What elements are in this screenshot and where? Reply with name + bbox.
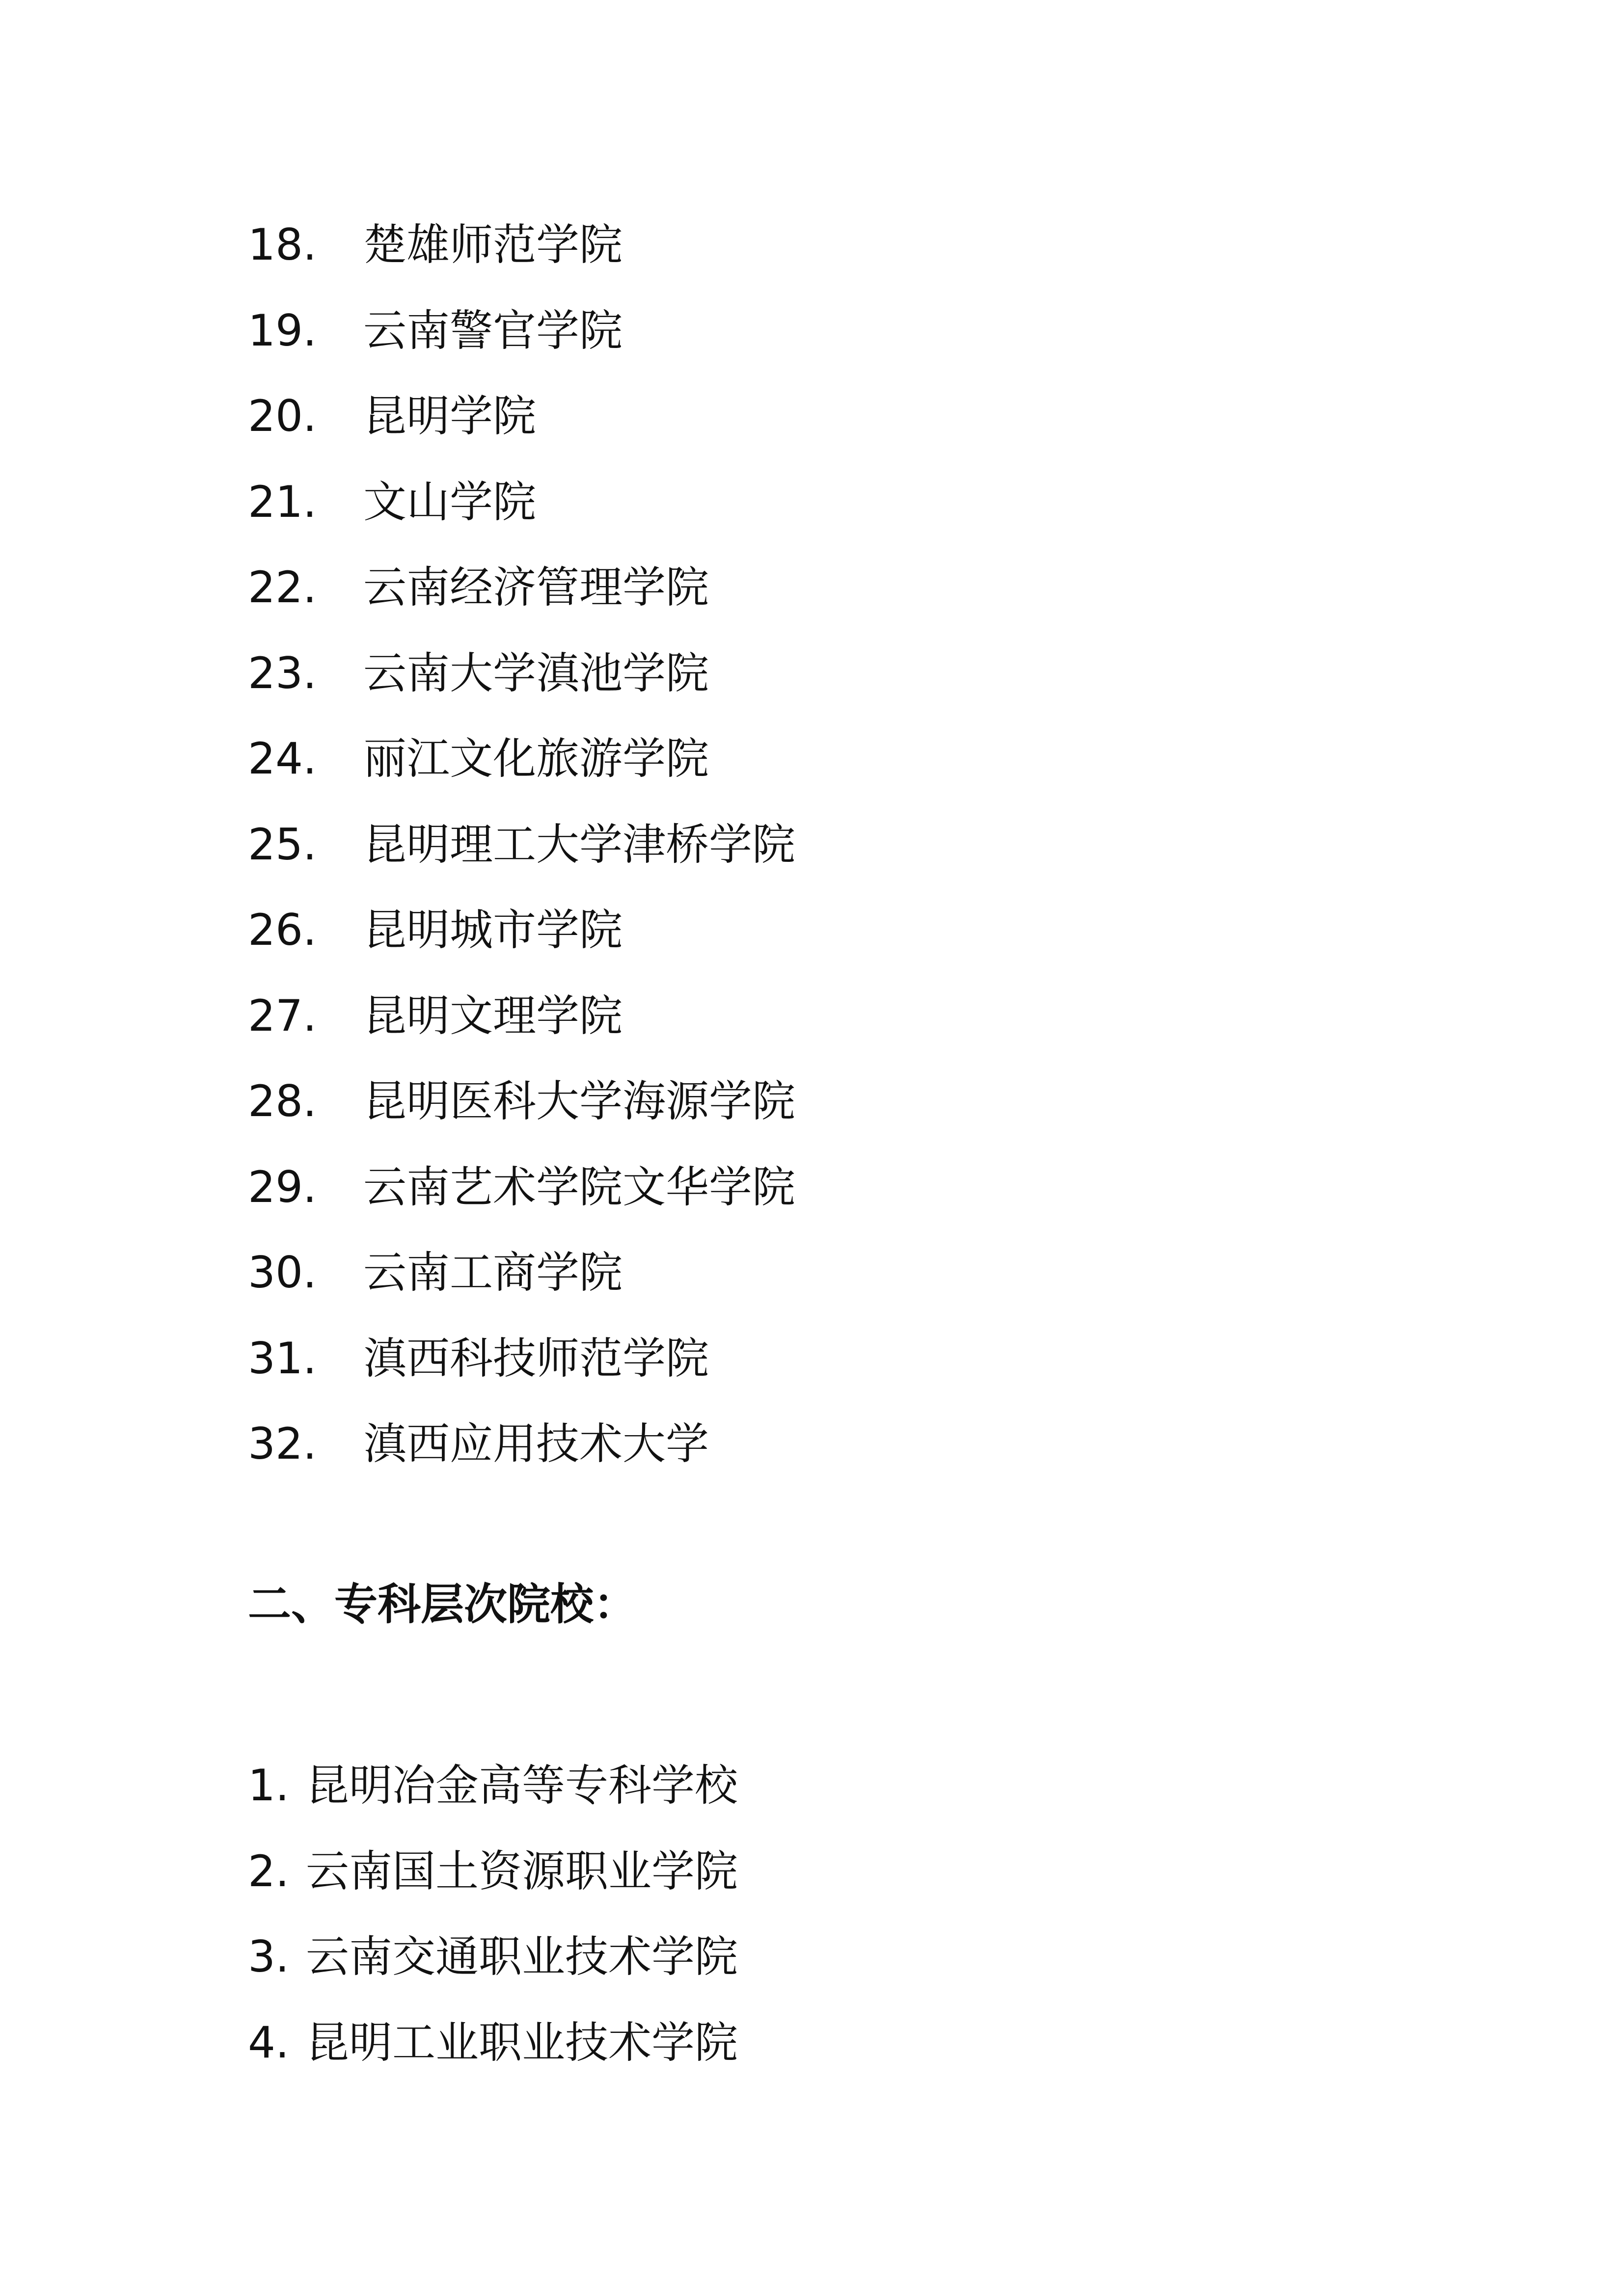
list-item-number: 18. xyxy=(248,219,317,270)
list-item-number: 20. xyxy=(248,391,317,442)
section-heading: 二、专科层次院校： xyxy=(248,1579,637,1629)
school-name: 云南艺术学院文华学院 xyxy=(363,1161,796,1212)
list-item xyxy=(248,459,795,545)
school-name: 楚雄师范学院 xyxy=(363,219,623,270)
school-name: 文山学院 xyxy=(363,476,537,527)
school-name: 昆明医科大学海源学院 xyxy=(363,1076,796,1127)
list-item-number: 28. xyxy=(248,1076,317,1127)
list-item-number: 1. xyxy=(248,1760,289,1811)
list-item xyxy=(248,288,795,374)
school-name: 云南大学滇池学院 xyxy=(363,647,709,698)
list-item-number: 30. xyxy=(248,1247,317,1298)
list-item xyxy=(248,631,795,717)
school-name: 云南交通职业技术学院 xyxy=(306,1931,738,1982)
undergraduate-school-list xyxy=(248,202,795,1487)
school-name: 昆明城市学院 xyxy=(363,905,623,956)
list-item-number: 3. xyxy=(248,1931,289,1982)
school-name: 云南警官学院 xyxy=(363,305,623,356)
list-item xyxy=(248,1230,795,1316)
list-item xyxy=(248,716,795,802)
list-item-number: 29. xyxy=(248,1161,317,1212)
school-name: 云南国土资源职业学院 xyxy=(306,1845,738,1896)
list-item-number: 24. xyxy=(248,733,317,784)
vocational-school-list xyxy=(248,1743,738,2085)
list-item xyxy=(248,887,795,973)
list-item xyxy=(248,802,795,888)
list-item xyxy=(248,1316,795,1402)
list-item xyxy=(248,1914,738,2000)
school-name: 昆明学院 xyxy=(363,391,537,442)
list-item-number: 22. xyxy=(248,562,317,613)
list-item-number: 31. xyxy=(248,1333,317,1384)
school-name: 昆明理工大学津桥学院 xyxy=(363,819,796,870)
school-name: 云南经济管理学院 xyxy=(363,562,709,613)
list-item xyxy=(248,1743,738,1829)
school-name: 丽江文化旅游学院 xyxy=(363,733,709,784)
list-item xyxy=(248,2000,738,2086)
list-item xyxy=(248,1145,795,1230)
list-item xyxy=(248,973,795,1059)
list-item-number: 4. xyxy=(248,2017,289,2068)
school-name: 滇西科技师范学院 xyxy=(363,1333,709,1384)
list-item-number: 19. xyxy=(248,305,317,356)
school-name: 昆明文理学院 xyxy=(363,990,623,1041)
list-item xyxy=(248,1829,738,1915)
list-item xyxy=(248,202,795,288)
school-name: 昆明工业职业技术学院 xyxy=(306,2017,738,2068)
school-name: 滇西应用技术大学 xyxy=(363,1418,709,1469)
list-item-number: 26. xyxy=(248,905,317,956)
list-item xyxy=(248,1401,795,1487)
school-name: 云南工商学院 xyxy=(363,1247,623,1298)
list-item-number: 21. xyxy=(248,476,317,527)
list-item xyxy=(248,374,795,459)
list-item xyxy=(248,545,795,631)
list-item-number: 23. xyxy=(248,647,317,698)
list-item-number: 2. xyxy=(248,1845,289,1896)
list-item-number: 25. xyxy=(248,819,317,870)
list-item-number: 32. xyxy=(248,1418,317,1469)
list-item xyxy=(248,1059,795,1145)
school-name: 昆明冶金高等专科学校 xyxy=(306,1760,738,1811)
list-item-number: 27. xyxy=(248,990,317,1041)
